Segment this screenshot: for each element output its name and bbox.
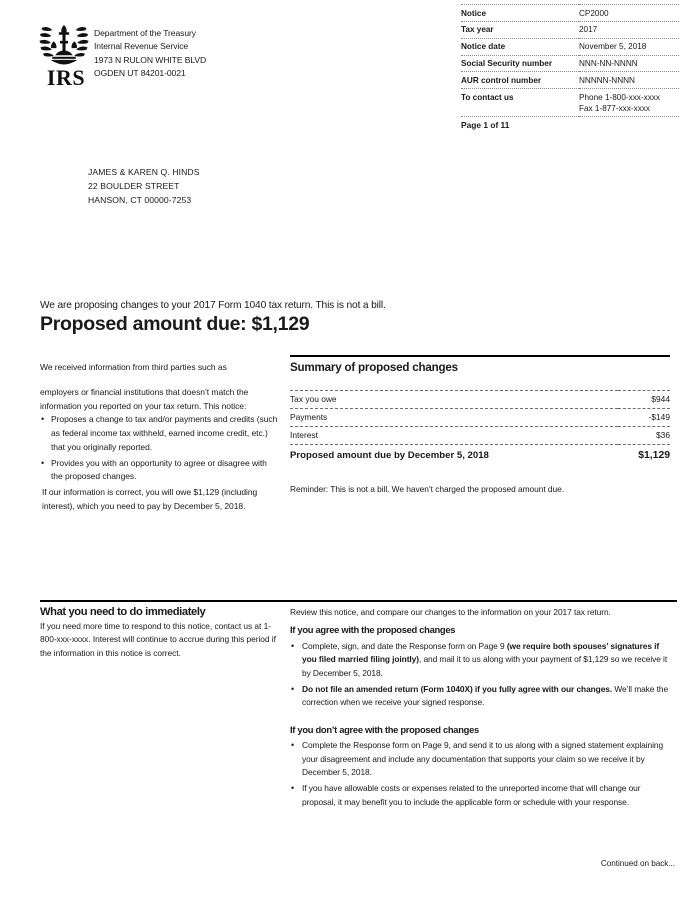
disagree-heading: If you don’t agree with the proposed changes — [290, 723, 479, 735]
summary-top-rule — [290, 355, 670, 357]
summary-section-title: Summary of proposed changes — [290, 361, 458, 374]
table-row-total — [290, 445, 670, 466]
notice-title-block — [40, 300, 677, 336]
summary-row-label: Tax you owe — [290, 391, 618, 409]
aur-value: NNNNN-NNNN — [579, 72, 679, 89]
summary-row-amount: $36 — [618, 427, 670, 445]
notice-lede: We are proposing changes to your 2017 Form 1040 tax return. This is not a bill. — [40, 300, 386, 311]
table-row — [461, 38, 679, 55]
footer-continued: Continued on back... — [600, 859, 675, 868]
table-row — [461, 89, 679, 117]
summary-row-amount: -$149 — [618, 409, 670, 427]
action-section-rule — [40, 600, 677, 602]
list-item: • Provides you with an opportunity to agree or disagree with the proposed changes. — [40, 457, 278, 485]
summary-reminder: Reminder: This is not a bill. We haven’t charged the proposed amount due. — [290, 483, 564, 494]
contact-fax: Fax 1-877-xxx-xxxx — [579, 103, 650, 113]
agency-line-1: Department of the Treasury — [94, 28, 197, 38]
notice-date-label: Notice date — [461, 38, 579, 55]
notice-date-value: November 5, 2018 — [579, 38, 679, 55]
list-item: • If you have allowable costs or expenses related to the unreported income that will change our proposal, it may benefit you to include the applicable form or schedule with your response. — [290, 782, 675, 809]
response-instructions-column — [290, 606, 675, 812]
intro-closing: If our information is correct, you will owe $1,129 (including interest), which you need to pay by December 5, 2018. — [42, 487, 258, 511]
notice-value: CP2000 — [579, 5, 679, 22]
agency-address — [94, 27, 206, 80]
notice-label: Notice — [461, 5, 579, 22]
table-row — [461, 5, 679, 22]
immediate-action-body: If you need more time to respond to this notice, contact us at 1-800-xxx-xxxx. Interest will continue to accrue during this period if the information in this notice is correct. — [40, 621, 276, 658]
agree-bullet-1-part-1: Complete, sign, and date the Response form on Page 9 — [302, 641, 507, 652]
contact-label: To contact us — [461, 89, 579, 117]
recipient-street: 22 BOULDER STREET — [88, 181, 180, 192]
list-item: • Complete the Response form on Page 9, and send it to us along with a signed statement explaining your disagreement and include any documentation that supports your claim so we receive it by December 5, 2018. — [290, 739, 675, 779]
agency-line-2: Internal Revenue Service — [94, 41, 189, 52]
contact-phone: Phone 1-800-xxx-xxxx — [579, 92, 660, 102]
summary-total-amount: $1,129 — [638, 450, 670, 462]
summary-total-label: Proposed amount due by December 5, 2018 — [290, 449, 489, 461]
intro-line-2: employers or financial institutions that doesn’t match the information you reported on your tax return. This notice: — [40, 386, 249, 411]
notice-info-table — [461, 4, 679, 130]
page-title: Proposed amount due: $1,129 — [40, 313, 310, 335]
ssn-label: Social Security number — [461, 55, 579, 72]
table-row — [290, 391, 670, 409]
agree-bullet-list — [290, 640, 675, 709]
table-row — [290, 427, 670, 445]
recipient-address — [88, 165, 200, 208]
immediate-action-heading: What you need to do immediately — [40, 606, 206, 618]
list-item: • Proposes a change to tax and/or payments and credits (such as federal income tax withheld, earned income credit, etc.) that you originally reported. — [40, 413, 278, 454]
summary-row-label: Interest — [290, 427, 618, 445]
summary-row-amount: $944 — [618, 391, 670, 409]
agree-bullet-2-part-1: Do not file an amended return (Form 1040X) if you fully agree with our changes. — [302, 683, 613, 694]
intro-column — [40, 361, 278, 525]
page-count: Page 1 of 11 — [461, 120, 510, 131]
table-row — [290, 409, 670, 427]
agree-heading: If you agree with the proposed changes — [290, 624, 456, 636]
summary-row-label: Payments — [290, 409, 618, 427]
agree-bullet-1-part-3: , and mail it to us along with your payment of $1,129 so we receive it by December 5, 2018. — [302, 654, 668, 678]
irs-logo — [38, 24, 94, 89]
irs-eagle-seal-icon — [38, 24, 90, 66]
intro-line-1: We received information from third parties such as — [40, 362, 227, 372]
list-item — [290, 640, 675, 680]
aur-label: AUR control number — [461, 72, 579, 89]
recipient-city-state-zip: HANSON, CT 00000-7253 — [88, 195, 192, 206]
ssn-value: NNN-NN-NNNN — [579, 55, 679, 72]
irs-wordmark: IRS — [46, 65, 86, 90]
table-row — [461, 55, 679, 72]
table-row — [461, 21, 679, 38]
immediate-action-column — [40, 606, 276, 660]
agency-line-4: OGDEN UT 84201-0021 — [94, 67, 186, 78]
tax-year-value: 2017 — [579, 21, 679, 38]
table-row — [461, 72, 679, 89]
list-item — [290, 683, 675, 710]
intro-bullet-list — [40, 413, 278, 484]
summary-panel — [290, 355, 670, 505]
agency-line-3: 1973 N RULON WHITE BLVD — [94, 54, 207, 65]
disagree-bullet-list — [290, 739, 675, 808]
contact-value — [579, 89, 679, 117]
tax-year-label: Tax year — [461, 21, 579, 38]
agree-bullet-1-part-2: (we require both spouses’ signatures if you filed married filing jointly) — [302, 641, 660, 665]
summary-table — [290, 390, 670, 466]
agree-bullet-2-part-2: We’ll make the correction when we receive your signed response. — [302, 683, 669, 708]
recipient-name: JAMES & KAREN Q. HINDS — [88, 167, 200, 177]
review-instruction: Review this notice, and compare our changes to the information on your 2017 tax return. — [290, 607, 611, 617]
